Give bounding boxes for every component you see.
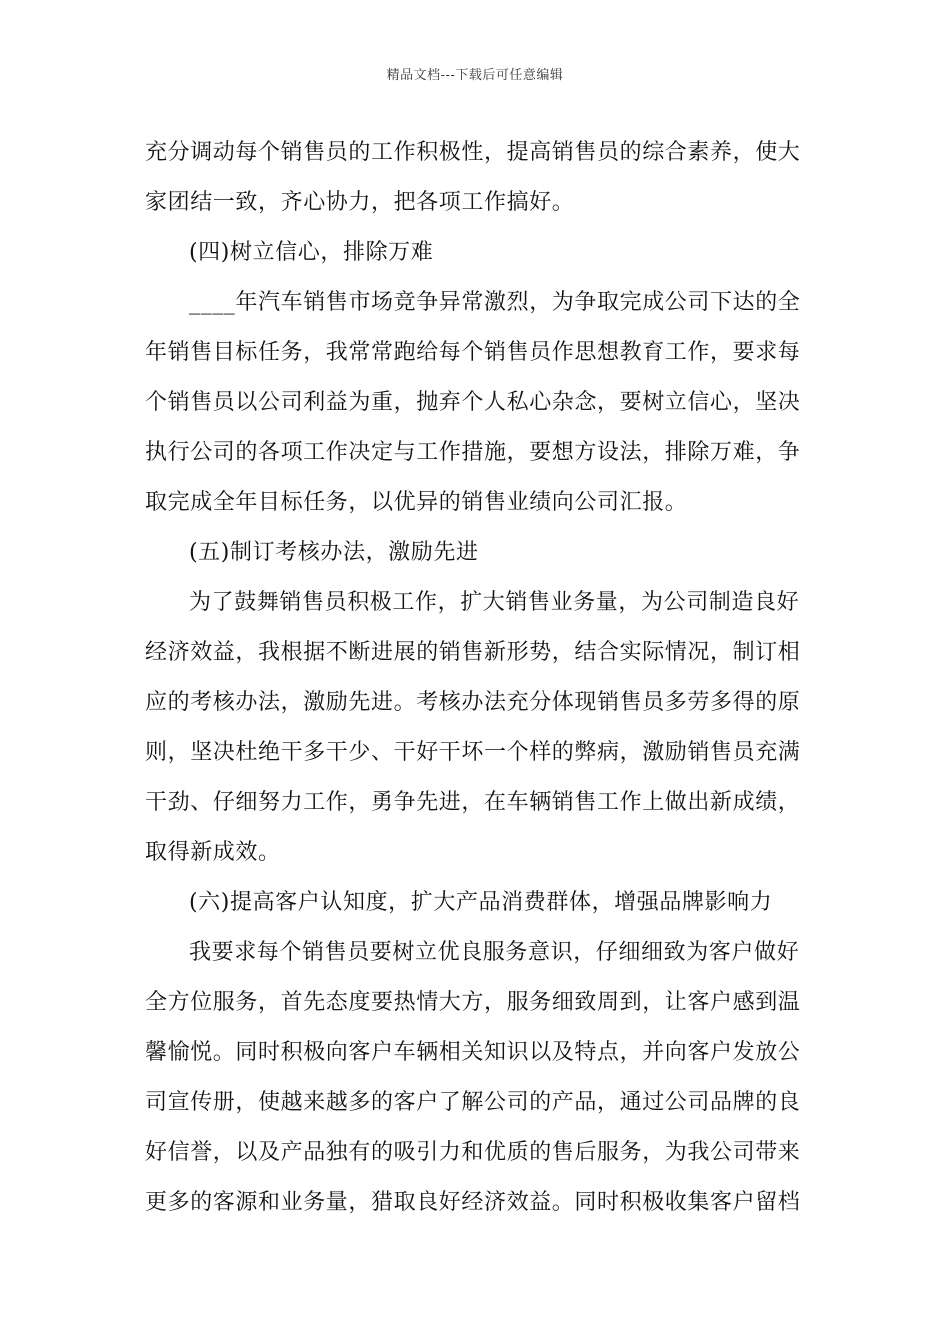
section-heading: (四)树立信心，排除万难 [189,240,434,265]
text-line: 为了鼓舞销售员积极工作，扩大销售业务量，为公司制造良好 [189,590,800,615]
section-heading: (六)提高客户认知度，扩大产品消费群体，增强品牌影响力 [189,890,773,915]
page-header: 精品文档---下载后可任意编辑 [386,68,564,83]
text-line: 全方位服务，首先态度要热情大方，服务细致周到，让客户感到温 [145,990,801,1015]
text-line: 取得新成效。 [145,840,281,865]
section-heading: (五)制订考核办法，激励先进 [189,540,479,565]
text-line: 馨愉悦。同时积极向客户车辆相关知识以及特点，并向客户发放公 [145,1040,801,1065]
text-line: 更多的客源和业务量，猎取良好经济效益。同时积极收集客户留档 [145,1190,801,1215]
text-line: 干劲、仔细努力工作，勇争先进，在车辆销售工作上做出新成绩， [145,790,801,815]
text-line: 经济效益，我根据不断进展的销售新形势，结合实际情况，制订相 [145,640,801,665]
text-line: 我要求每个销售员要树立优良服务意识，仔细细致为客户做好 [189,940,800,965]
text-line: 应的考核办法，激励先进。考核办法充分体现销售员多劳多得的原 [145,690,801,715]
text-line: ____年汽车销售市场竞争异常激烈，为争取完成公司下达的全 [189,290,801,315]
text-line: 年销售目标任务，我常常跑给每个销售员作思想教育工作，要求每 [145,340,801,365]
body-text [145,128,807,1228]
text-line: 个销售员以公司利益为重，抛弃个人私心杂念，要树立信心，坚决 [145,390,801,415]
text-line: 家团结一致，齐心协力，把各项工作搞好。 [145,190,575,215]
text-line: 取完成全年目标任务，以优异的销售业绩向公司汇报。 [145,490,688,515]
text-line: 则，坚决杜绝干多干少、干好干坏一个样的弊病，激励销售员充满 [145,740,801,765]
text-line: 司宣传册，使越来越多的客户了解公司的产品，通过公司品牌的良 [145,1090,801,1115]
text-line: 执行公司的各项工作决定与工作措施，要想方设法，排除万难，争 [145,440,801,465]
text-line: 好信誉，以及产品独有的吸引力和优质的售后服务，为我公司带来 [145,1140,801,1165]
text-line: 充分调动每个销售员的工作积极性，提高销售员的综合素养，使大 [145,140,801,165]
